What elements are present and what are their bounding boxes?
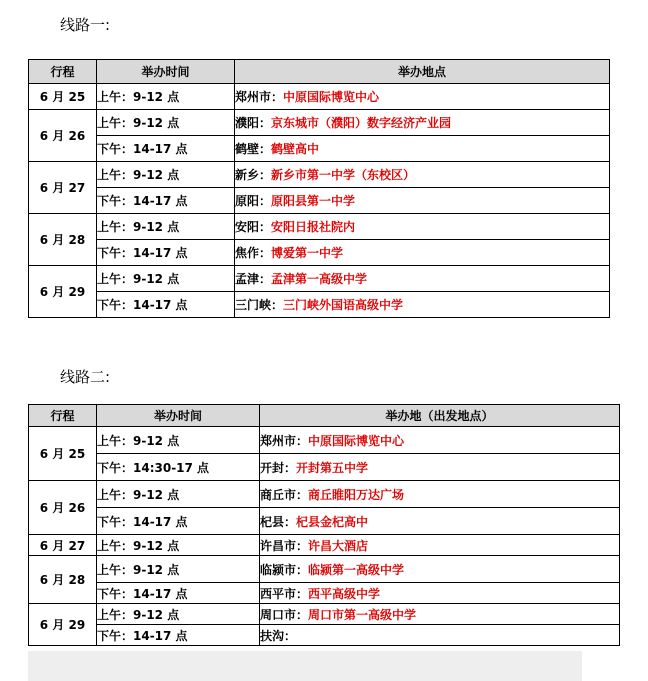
place-cell	[235, 240, 610, 266]
date-cell: 6 月 28	[29, 214, 97, 266]
table-row	[29, 508, 620, 535]
route2-title: 线路二:	[60, 368, 111, 386]
city-label: 开封：	[260, 460, 297, 475]
venue-label: 鹤壁高中	[271, 142, 320, 156]
city-label: 焦作：	[235, 246, 272, 260]
place-cell	[260, 556, 620, 583]
place-cell	[235, 136, 610, 162]
time-cell: 下午：14-17 点	[97, 240, 235, 266]
route1-header-0: 行程	[29, 60, 97, 84]
table-row	[29, 556, 620, 583]
table-row	[29, 110, 610, 136]
place-cell	[260, 454, 620, 481]
date-cell: 6 月 26	[29, 110, 97, 162]
time-cell: 下午：14-17 点	[97, 188, 235, 214]
time-cell: 上午：9-12 点	[97, 110, 235, 136]
venue-label: 西平高级中学	[308, 586, 381, 601]
venue-label: 中原国际博览中心	[308, 433, 405, 448]
route1-table	[28, 59, 610, 318]
city-label: 郑州市：	[235, 90, 284, 104]
venue-label: 许昌大酒店	[308, 538, 369, 553]
place-cell	[235, 110, 610, 136]
table-row	[29, 535, 620, 556]
city-label: 三门峡：	[235, 298, 284, 312]
date-cell: 6 月 27	[29, 162, 97, 214]
venue-label: 杞县金杞高中	[296, 514, 369, 529]
place-cell	[260, 583, 620, 604]
city-label: 西平市：	[260, 586, 309, 601]
venue-label: 周口市第一高级中学	[308, 607, 417, 622]
date-cell: 6 月 29	[29, 266, 97, 318]
city-label: 孟津：	[235, 272, 272, 286]
time-cell: 下午：14:30-17 点	[97, 454, 260, 481]
place-cell	[260, 625, 620, 646]
time-cell: 上午：9-12 点	[97, 162, 235, 188]
table-row	[29, 84, 610, 110]
table-row	[29, 481, 620, 508]
venue-label: 孟津第一高级中学	[271, 272, 368, 286]
city-label: 许昌市：	[260, 538, 309, 553]
city-label: 周口市：	[260, 607, 309, 622]
time-cell: 下午：14-17 点	[97, 583, 260, 604]
time-cell: 上午：9-12 点	[97, 556, 260, 583]
venue-label: 安阳日报社院内	[271, 220, 356, 234]
city-label: 扶沟：	[260, 628, 297, 643]
route2-table	[28, 404, 620, 646]
table-row	[29, 292, 610, 318]
route1-header-2: 举办地点	[235, 60, 610, 84]
venue-label: 新乡市第一中学（东校区）	[271, 168, 416, 182]
city-label: 临颍市：	[260, 562, 309, 577]
city-label: 郑州市：	[260, 433, 309, 448]
place-cell	[235, 84, 610, 110]
footer-bar	[28, 651, 582, 681]
time-cell: 上午：9-12 点	[97, 214, 235, 240]
place-cell	[260, 427, 620, 454]
city-label: 安阳：	[235, 220, 272, 234]
place-cell	[260, 535, 620, 556]
table-row	[29, 188, 610, 214]
city-label: 新乡：	[235, 168, 272, 182]
place-cell	[260, 508, 620, 535]
table-row	[29, 427, 620, 454]
table-row	[29, 240, 610, 266]
time-cell: 上午：9-12 点	[97, 481, 260, 508]
city-label: 商丘市：	[260, 487, 309, 502]
date-cell: 6 月 26	[29, 481, 97, 535]
place-cell	[235, 292, 610, 318]
venue-label: 商丘睢阳万达广场	[308, 487, 405, 502]
venue-label: 开封第五中学	[296, 460, 369, 475]
route2-header-0: 行程	[29, 405, 97, 427]
city-label: 濮阳：	[235, 116, 272, 130]
route2-header-1: 举办时间	[97, 405, 260, 427]
place-cell	[260, 604, 620, 625]
table-row	[29, 136, 610, 162]
route1-header-1: 举办时间	[97, 60, 235, 84]
place-cell	[235, 266, 610, 292]
time-cell: 上午：9-12 点	[97, 84, 235, 110]
table-row	[29, 162, 610, 188]
city-label: 杞县：	[260, 514, 297, 529]
place-cell	[235, 188, 610, 214]
place-cell	[260, 481, 620, 508]
time-cell: 下午：14-17 点	[97, 136, 235, 162]
route1-title: 线路一:	[60, 16, 111, 34]
venue-label: 中原国际博览中心	[283, 90, 380, 104]
date-cell: 6 月 27	[29, 535, 97, 556]
table-row	[29, 266, 610, 292]
time-cell: 上午：9-12 点	[97, 427, 260, 454]
time-cell: 上午：9-12 点	[97, 266, 235, 292]
table-row	[29, 625, 620, 646]
venue-label: 原阳县第一中学	[271, 194, 356, 208]
time-cell: 上午：9-12 点	[97, 535, 260, 556]
time-cell: 下午：14-17 点	[97, 508, 260, 535]
route2-header-2: 举办地（出发地点）	[260, 405, 620, 427]
venue-label: 博爱第一中学	[271, 246, 344, 260]
time-cell: 下午：14-17 点	[97, 625, 260, 646]
venue-label: 三门峡外国语高级中学	[283, 298, 404, 312]
city-label: 原阳：	[235, 194, 272, 208]
venue-label: 临颍第一高级中学	[308, 562, 405, 577]
date-cell: 6 月 29	[29, 604, 97, 646]
place-cell	[235, 162, 610, 188]
table-row	[29, 214, 610, 240]
time-cell: 下午：14-17 点	[97, 292, 235, 318]
time-cell: 上午：9-12 点	[97, 604, 260, 625]
date-cell: 6 月 25	[29, 84, 97, 110]
table-row	[29, 604, 620, 625]
table-row	[29, 583, 620, 604]
date-cell: 6 月 28	[29, 556, 97, 604]
table-row	[29, 454, 620, 481]
date-cell: 6 月 25	[29, 427, 97, 481]
place-cell	[235, 214, 610, 240]
venue-label: 京东城市（濮阳）数字经济产业园	[271, 116, 452, 130]
city-label: 鹤壁：	[235, 142, 272, 156]
